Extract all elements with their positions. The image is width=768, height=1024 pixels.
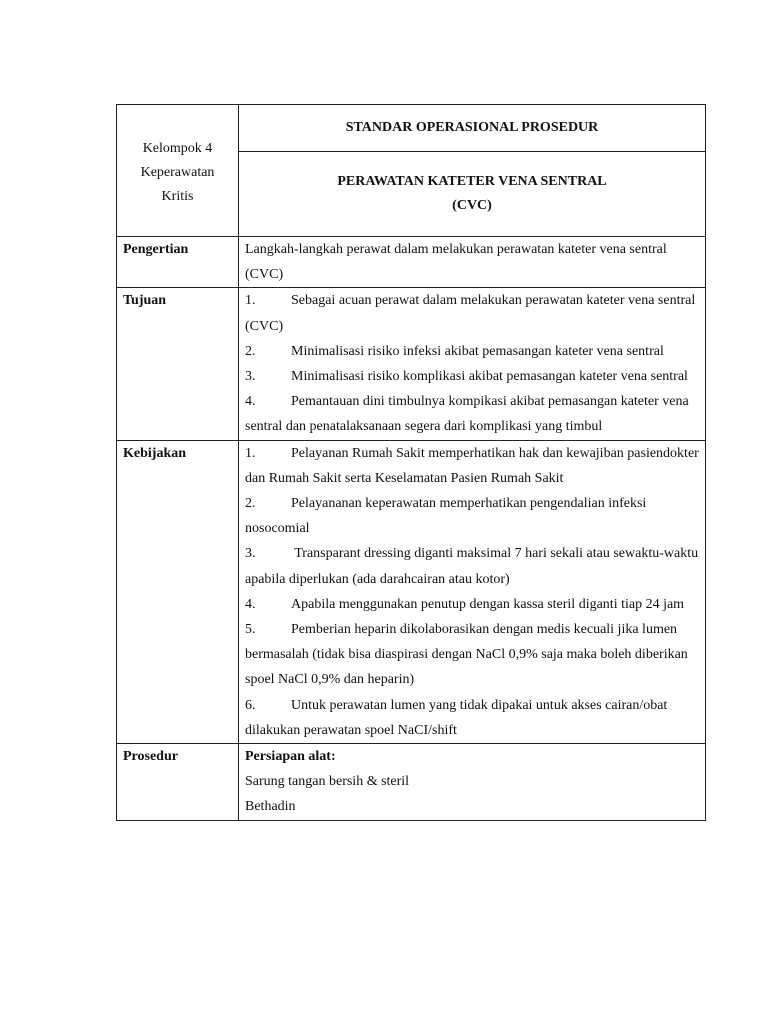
list-item: [245, 592, 701, 617]
item-number: 4.: [245, 394, 256, 410]
item-number: 1.: [245, 445, 256, 461]
list-item: [245, 491, 701, 541]
prosedur-content: [239, 744, 706, 821]
item-number: 6.: [245, 697, 256, 713]
list-item: [245, 288, 701, 338]
org-line-3: Kritis: [161, 188, 194, 204]
subtitle-line-2: (CVC): [452, 198, 492, 213]
kebijakan-row: [117, 440, 706, 743]
item-text: Pelayanan Rumah Sakit memperhatikan hak dan kewajiban pasiendokter dan Rumah Sakit serta Keselamatan Pasien Rumah Sakit: [245, 445, 699, 486]
pengertian-label: Pengertian: [117, 237, 239, 288]
document-title: STANDAR OPERASIONAL PROSEDUR: [239, 105, 706, 152]
org-line-1: Kelompok 4: [142, 140, 213, 156]
list-item: [245, 339, 701, 364]
item-text: Minimalisasi risiko infeksi akibat pemasangan kateter vena sentral: [291, 343, 664, 359]
list-item: [245, 364, 701, 389]
item-text: Apabila menggunakan penutup dengan kassa steril diganti tiap 24 jam: [291, 596, 685, 612]
item-number: 3.: [245, 369, 256, 385]
list-item: [245, 617, 701, 693]
item-number: 2.: [245, 496, 256, 512]
subtitle-line-1: PERAWATAN KATETER VENA SENTRAL: [337, 174, 607, 189]
kebijakan-label: Kebijakan: [117, 440, 239, 743]
list-item: [245, 389, 701, 439]
org-line-2: Keperawatan: [140, 164, 215, 180]
item-text: Sebagai acuan perawat dalam melakukan perawatan kateter vena sentral (CVC): [245, 293, 696, 334]
item-text: Untuk perawatan lumen yang tidak dipakai untuk akses cairan/obat dilakukan perawatan spoel NaCI/shift: [245, 697, 668, 738]
item-number: 2.: [245, 343, 256, 359]
prosedur-row: [117, 744, 706, 821]
item-text: Pemberian heparin dikolaborasikan dengan medis kecuali jika lumen bermasalah (tidak bisa diaspirasi dengan NaCl 0,9% saja maka boleh diberikan spoel NaCl 0,9% dan heparin): [245, 622, 688, 688]
organization-cell: [117, 105, 239, 237]
list-item: [245, 441, 701, 491]
prosedur-label: Prosedur: [117, 744, 239, 821]
preparation-title: Persiapan alat:: [245, 749, 336, 765]
list-item: [245, 541, 701, 591]
kebijakan-list: [239, 440, 706, 743]
sop-table: [116, 104, 706, 821]
tujuan-row: [117, 288, 706, 440]
tujuan-list: [239, 288, 706, 440]
item-text: Pemantauan dini timbulnya kompikasi akibat pemasangan kateter vena sentral dan penatalaksanaan segera dari komplikasi yang timbul: [245, 394, 689, 435]
pengertian-text: Langkah-langkah perawat dalam melakukan perawatan kateter vena sentral (CVC): [239, 237, 706, 288]
pengertian-row: [117, 237, 706, 288]
document-subtitle-cell: [239, 152, 706, 237]
item-number: 4.: [245, 596, 256, 612]
list-item: [245, 693, 701, 743]
item-text: Minimalisasi risiko komplikasi akibat pemasangan kateter vena sentral: [291, 369, 688, 385]
item-number: 3.: [245, 546, 256, 562]
preparation-item: Sarung tangan bersih & steril: [245, 774, 410, 790]
item-number: 5.: [245, 622, 256, 638]
preparation-item: Bethadin: [245, 799, 296, 815]
item-text: Transparant dressing diganti maksimal 7 hari sekali atau sewaktu-waktu apabila diperlukan (ada darahcairan atau kotor): [245, 546, 699, 587]
tujuan-label: Tujuan: [117, 288, 239, 440]
item-number: 1.: [245, 293, 256, 309]
header-row-title: [117, 105, 706, 152]
item-text: Pelayananan keperawatan memperhatikan pengendalian infeksi nosocomial: [245, 496, 647, 537]
